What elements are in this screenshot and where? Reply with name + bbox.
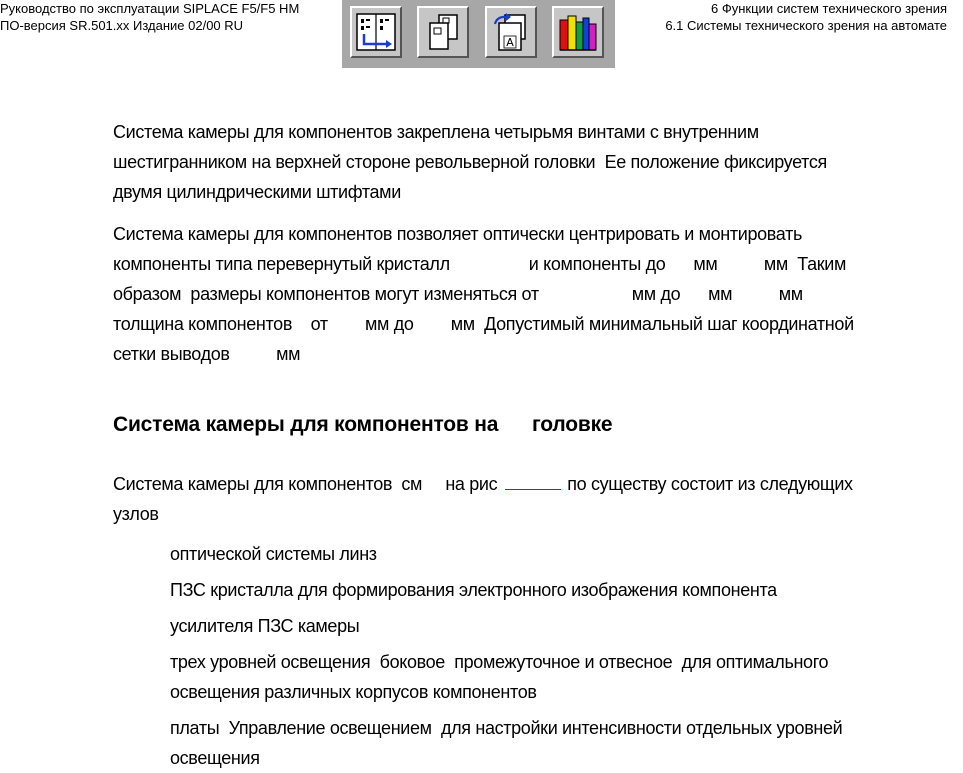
index-button[interactable] — [485, 6, 537, 58]
text-line — [113, 469, 963, 499]
list-item — [170, 539, 963, 569]
text-line: компоненты типа перевернутый кристалл и компоненты до мм мм Таким — [113, 254, 846, 274]
text-line: трех уровней освещения боковое промежуточное и отвесное для оптимального — [170, 652, 829, 672]
software-version: ПО-версия SR.501.xx Издание 02/00 RU — [0, 18, 244, 33]
text-line: освещения различных корпусов компонентов — [170, 682, 537, 702]
text-line: Система камеры для компонентов закреплена четырьмя винтами с внутренним — [113, 122, 759, 142]
list-item — [170, 575, 963, 605]
running-header-left — [0, 0, 299, 34]
text-line: усилителя ПЗС камеры — [170, 616, 360, 636]
text-line: ПЗС кристалла для формирования электронного изображения компонента — [170, 580, 777, 600]
pages-button[interactable] — [417, 6, 469, 58]
text-line: освещения — [170, 748, 260, 768]
paragraph-capabilities — [113, 219, 963, 369]
text-line: двумя цилиндрическими штифтами — [113, 182, 401, 202]
text-line: сетки выводов мм — [113, 344, 301, 364]
text-line: Система камеры для компонентов позволяет оптически центрировать и монтировать — [113, 224, 802, 244]
text-segment: Система камеры для компонентов см на рис — [113, 474, 498, 494]
section-title: 6.1 Системы технического зрения на автомате — [665, 18, 947, 33]
running-header-right — [665, 0, 947, 34]
svg-text:A: A — [506, 36, 514, 49]
chapter-title: 6 Функции систем технического зрения — [711, 1, 947, 16]
list-item — [170, 611, 963, 641]
text-line: узлов — [113, 504, 159, 524]
list-item — [170, 713, 963, 773]
text-line: образом размеры компонентов могут изменяться от мм до мм мм — [113, 284, 803, 304]
figure-reference-link[interactable] — [505, 475, 561, 490]
manual-title: Руководство по эксплуатации SIPLACE F5/F5 HM — [0, 1, 300, 16]
text-line: шестигранником на верхней стороне револьверной головки Ее положение фиксируется — [113, 152, 827, 172]
page-index-icon — [487, 8, 535, 56]
paragraph-components-intro — [113, 469, 963, 529]
text-segment: по существу состоит из следующих — [567, 474, 853, 494]
pages-icon — [419, 8, 467, 56]
structure-button[interactable] — [350, 6, 402, 58]
section-heading: Система камеры для компонентов на головке — [113, 413, 613, 436]
document-structure-icon — [352, 8, 400, 56]
text-line: платы Управление освещением для настройки интенсивности отдельных уровней — [170, 718, 843, 738]
text-line: оптической системы линз — [170, 544, 377, 564]
text-line: толщина компонентов от мм до мм Допустимый минимальный шаг координатной — [113, 314, 854, 334]
paragraph-mounting — [113, 117, 963, 207]
library-button[interactable] — [552, 6, 604, 58]
list-item — [170, 647, 963, 707]
navigation-toolbar — [342, 0, 615, 68]
books-icon — [554, 8, 602, 56]
